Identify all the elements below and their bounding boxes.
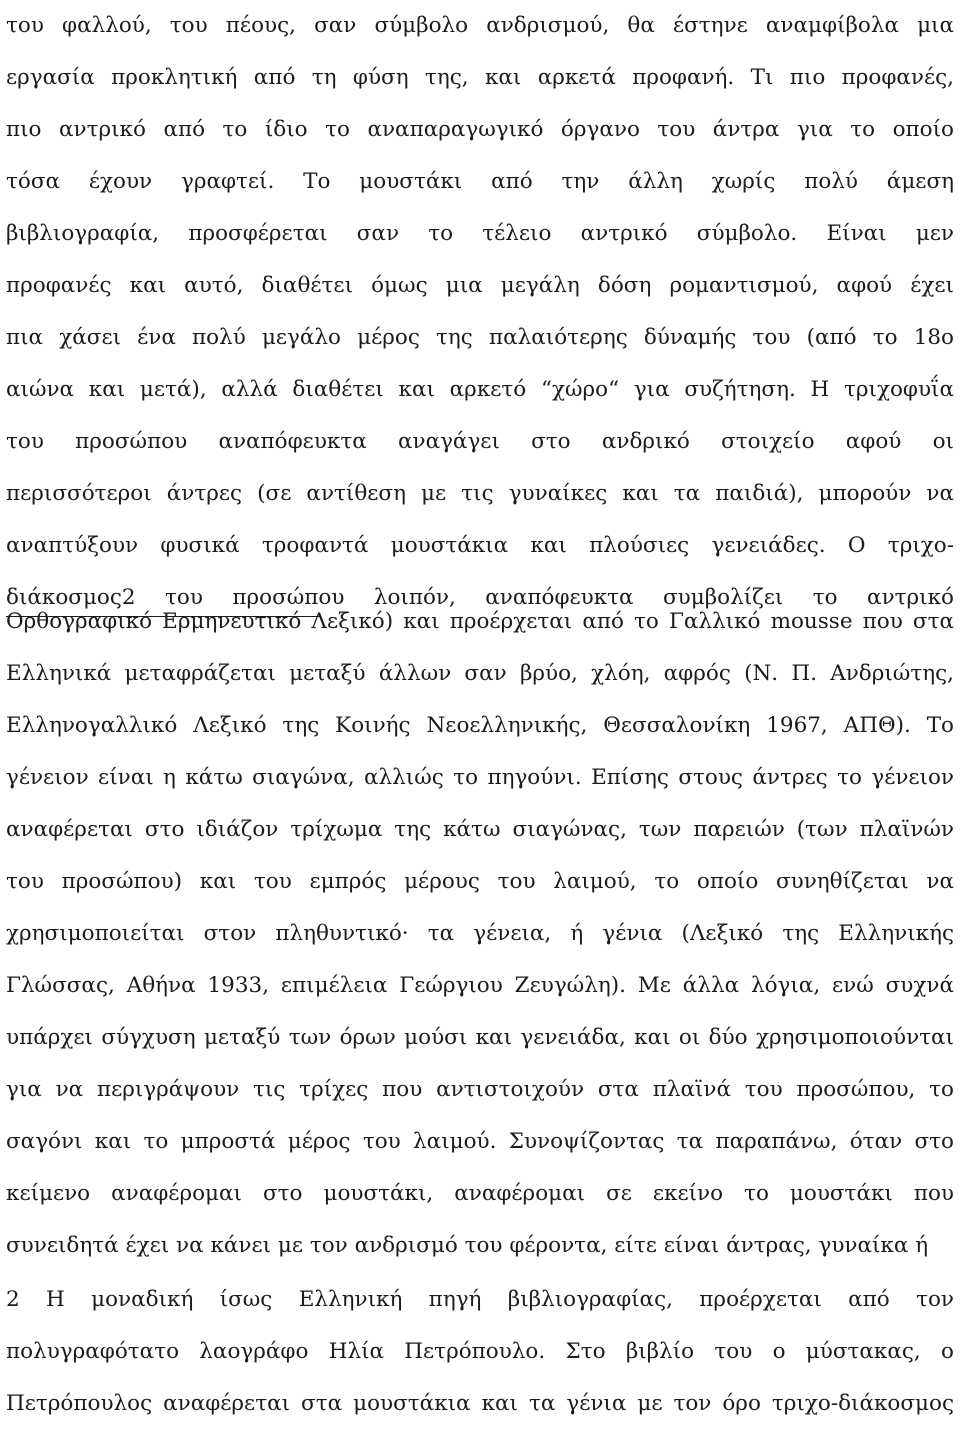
footnote-line: Γλώσσας, Αθήνα 1933, επιμέλεια Γεώργιου Ζευγώλη). Με άλλα λόγια, ενώ συχνά [6,973,954,998]
note-line: 2 Η μοναδική ίσως Ελληνική πηγή βιβλιογραφίας, προέρχεται από τον [6,1287,954,1312]
body-line: αιώνα και μετά), αλλά διαθέτει και αρκετό “χώρο“ για συζήτηση. Η τριχοφυΐα [6,377,954,402]
footnote-line: Ελληνογαλλικό Λεξικό της Κοινής Νεοελληνικής, Θεσσαλονίκη 1967, ΑΠΘ). Το [6,713,954,738]
footnote-line: υπάρχει σύγχυση μεταξύ των όρων μούσι και γενειάδα, και οι δύο χρησιμοποιούνται [6,1025,954,1050]
note-line: πολυγραφότατο λαογράφο Ηλία Πετρόπουλο. Στο βιβλίο του ο μύστακας, ο [6,1339,954,1364]
body-line: πια χάσει ένα πολύ μεγάλο μέρος της παλαιότερης δύναμής του (από το 18ο [6,325,954,350]
footnote-line: Ορθογραφικό Ερμηνευτικό Λεξικό) και προέρχεται από το Γαλλικό mousse που στα [6,609,954,634]
body-line: βιβλιογραφία, προσφέρεται σαν το τέλειο αντρικό σύμβολο. Είναι μεν [6,221,954,246]
footnote-line: χρησιμοποιείται στον πληθυντικό· τα γένεια, ή γένια (Λεξικό της Ελληνικής [6,921,954,946]
body-line: διάκοσμος2 του προσώπου λοιπόν, αναπόφευκτα συμβολίζει το αντρικό [6,585,954,610]
note-line: Πετρόπουλος αναφέρεται στα μουστάκια και τα γένια με τον όρο τριχο-διάκοσμος [6,1391,954,1416]
main-paragraph [6,0,954,624]
body-line: του προσώπου αναπόφευκτα αναγάγει στο ανδρικό στοιχείο αφού οι [6,429,954,454]
footnote-line: σαγόνι και το μπροστά μέρος του λαιμού. Συνοψίζοντας τα παραπάνω, όταν στο [6,1129,954,1154]
body-line: εργασία προκλητική από τη φύση της, και αρκετά προφανή. Τι πιο προφανές, [6,65,954,90]
body-line: του φαλλού, του πέους, σαν σύμβολο ανδρισμού, θα έστηνε αναμφίβολα μια [6,13,954,38]
body-line: τόσα έχουν γραφτεί. Το μουστάκι από την άλλη χωρίς πολύ άμεση [6,169,954,194]
footnote-line: για να περιγράψουν τις τρίχες που αντιστοιχούν στα πλαϊνά του προσώπου, το [6,1077,954,1102]
body-line: αναπτύξουν φυσικά τροφαντά μουστάκια και πλούσιες γενειάδες. Ο τριχο- [6,533,954,558]
footnote-line: γένειον είναι η κάτω σιαγώνα, αλλιώς το πηγούνι. Επίσης στους άντρες το γένειον [6,765,954,790]
footnote-line: του προσώπου) και του εμπρός μέρους του λαιμού, το οποίο συνηθίζεται να [6,869,954,894]
footnote-line: κείμενο αναφέρομαι στο μουστάκι, αναφέρομαι σε εκείνο το μουστάκι που [6,1181,954,1206]
body-line: πιο αντρικό από το ίδιο το αναπαραγωγικό όργανο του άντρα για το οποίο [6,117,954,142]
footnote-line: Ελληνικά μεταφράζεται μεταξύ άλλων σαν βρύο, χλόη, αφρός (Ν. Π. Ανδριώτης, [6,661,954,686]
body-line: προφανές και αυτό, διαθέτει όμως μια μεγάλη δόση ρομαντισμού, αφού έχει [6,273,954,298]
body-line: περισσότεροι άντρες (σε αντίθεση με τις γυναίκες και τα παιδιά), μπορούν να [6,481,954,506]
footnote-continuation [6,596,954,1272]
footnote-line: αναφέρεται στο ιδιάζον τρίχωμα της κάτω σιαγώνας, των παρειών (των πλαϊνών [6,817,954,842]
footnote-2 [6,1274,954,1430]
footnote-line: συνειδητά έχει να κάνει με τον ανδρισμό του φέροντα, είτε είναι άντρας, γυναίκα ή [6,1233,929,1258]
